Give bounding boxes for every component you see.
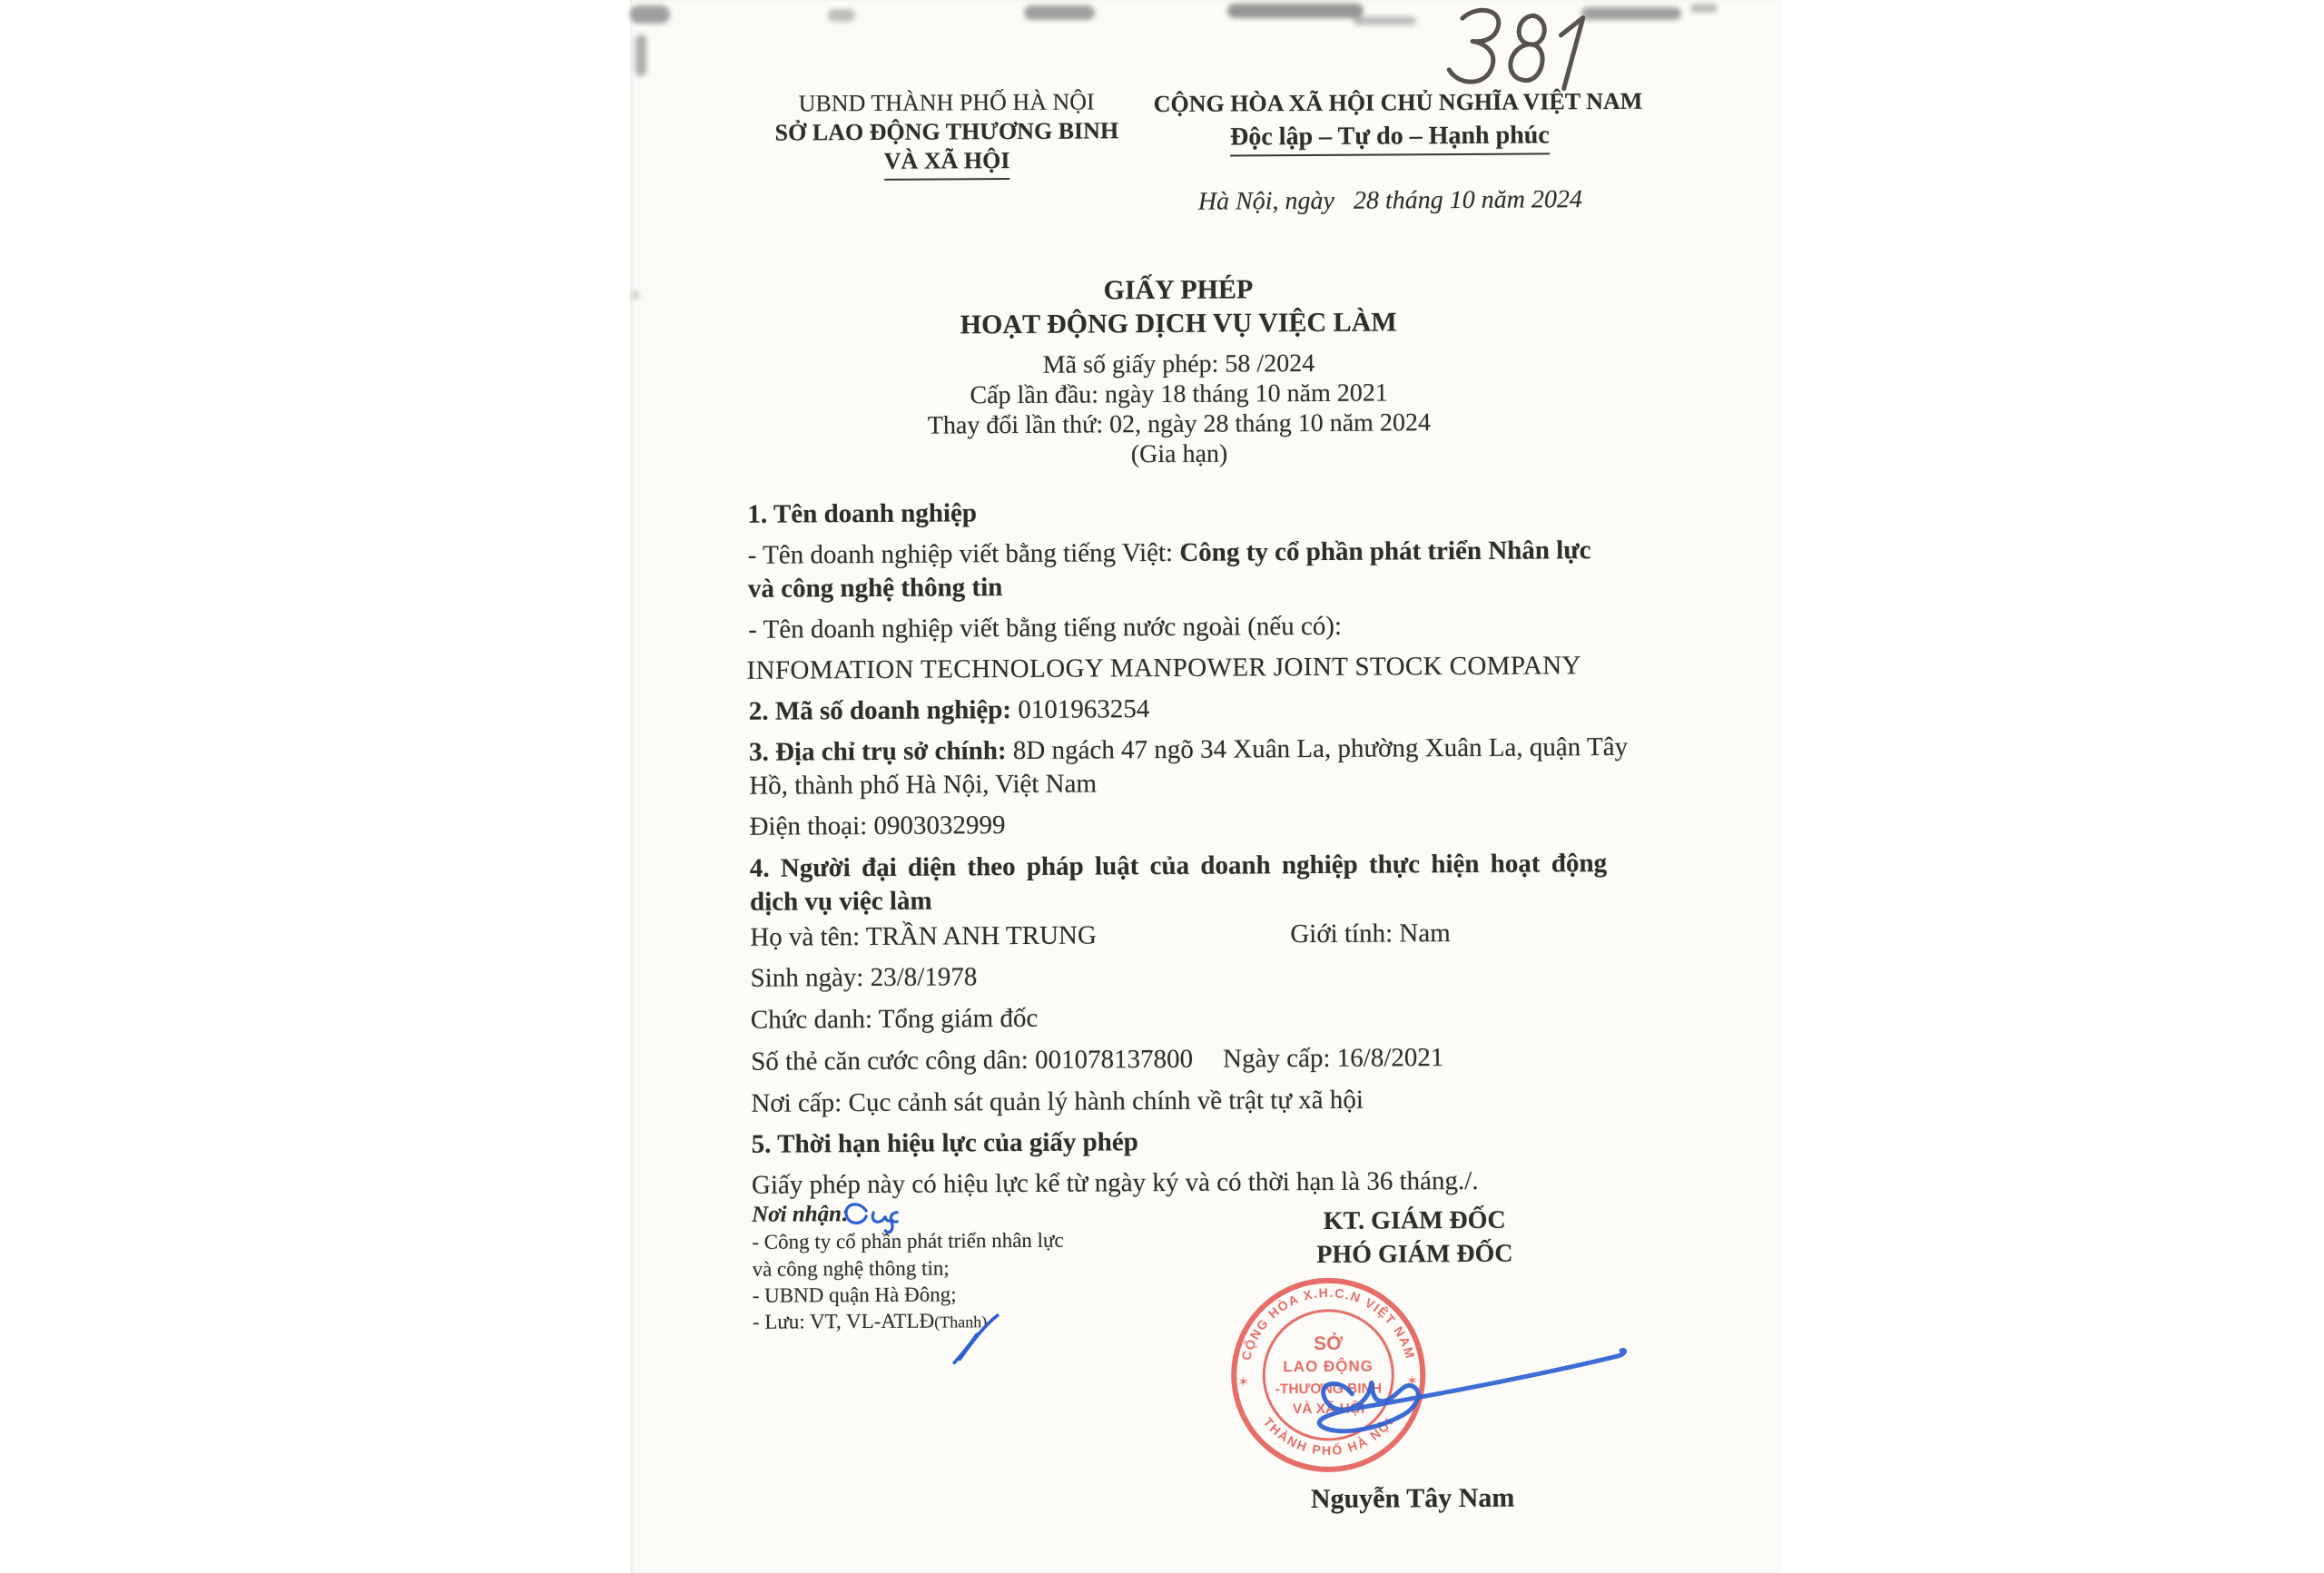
company-name-foreign-value: INFOMATION TECHNOLOGY MANPOWER JOINT STOCK COMPANY: [746, 651, 1581, 685]
recipient-item-1: - Công ty cổ phần phát triển nhân lực: [752, 1228, 1064, 1253]
national-motto-block: [1153, 87, 1643, 157]
address-line2: Hồ, thành phố Hà Nội, Việt Nam: [749, 769, 1098, 801]
stamp-center-line1: SỞ: [1314, 1332, 1344, 1355]
national-title: CỘNG HÒA XÃ HỘI CHỦ NGHĨA VIỆT NAM: [1153, 87, 1643, 118]
first-issue-date: Cấp lần đầu: ngày 18 tháng 10 năm 2021: [970, 379, 1388, 410]
recipient-item-3: - UBND quận Hà Đông;: [752, 1283, 957, 1307]
business-code: 0101963254: [1010, 694, 1150, 725]
archive-handler: (Thanh): [934, 1312, 988, 1332]
id-card-issue-place: Nơi cấp: Cục cảnh sát quản lý hành chính về trật tự xã hội: [751, 1085, 1364, 1118]
stamp-arc-bottom-text: THÀNH PHỐ HÀ NỘI: [1260, 1413, 1397, 1458]
id-card-row: [751, 1042, 1624, 1077]
section1-heading: 1. Tên doanh nghiệp: [747, 498, 978, 529]
authority-name-line1: SỞ LAO ĐỘNG THƯƠNG BINH: [774, 117, 1119, 146]
section3-line1: [749, 732, 1628, 768]
representative-dob: Sinh ngày: 23/8/1978: [750, 962, 978, 993]
company-name-vn-value1: Công ty cổ phần phát triển Nhân lực: [1179, 536, 1591, 567]
stamp-star-left: ✶: [1237, 1375, 1249, 1391]
signer-name: Nguyễn Tây Nam: [1310, 1482, 1515, 1515]
validity-statement: Giấy phép này có hiệu lực kể từ ngày ký và có thời hạn là 36 tháng./.: [751, 1165, 1479, 1200]
stamp-center-line4: VÀ XÃ HỘI: [1292, 1401, 1365, 1418]
stamp-star-right: ✶: [1406, 1374, 1418, 1390]
section4-heading-line1: 4. Người đại diện theo pháp luật của doanh nghiệp thực hiện hoạt động: [749, 849, 1608, 883]
handwritten-blue-tick: [945, 1310, 1010, 1366]
document-title-line1: GIẤY PHÉP: [1103, 274, 1254, 306]
id-card-issue-date: Ngày cấp: 16/8/2021: [1223, 1043, 1444, 1074]
stamp-arc-top-text: CỘNG HÒA X.H.C.N VIỆT NAM: [1238, 1284, 1419, 1362]
license-number: Mã số giấy phép: 58 /2024: [1042, 349, 1315, 379]
signer-title-2: PHÓ GIÁM ĐỐC: [1316, 1239, 1513, 1269]
document-title-line2: HOẠT ĐỘNG DỊCH VỤ VIỆC LÀM: [960, 307, 1397, 340]
phone-line: Điện thoại: 0903032999: [749, 811, 1006, 841]
authority-parent: UBND THÀNH PHỐ HÀ NỘI: [798, 88, 1095, 117]
section3-label: 3. Địa chỉ trụ sở chính:: [748, 736, 1007, 767]
representative-position: Chức danh: Tổng giám đốc: [750, 1003, 1039, 1035]
representative-name-row: [750, 918, 1623, 953]
company-name-vn-label: - Tên doanh nghiệp viết bằng tiếng Việt:: [747, 537, 1180, 570]
section5-heading: 5. Thời hạn hiệu lực của giấy phép: [751, 1127, 1138, 1159]
section2-line: [749, 694, 1150, 727]
date-line: Hà Nội, ngày 28 tháng 10 năm 2024: [1197, 185, 1582, 216]
recipient-item-2: và công nghệ thông tin;: [752, 1256, 950, 1281]
id-card-number: Số thẻ căn cước công dân: 001078137800: [751, 1044, 1194, 1077]
authority-name-line2: VÀ XÃ HỘI: [884, 146, 1010, 181]
company-name-foreign-label: - Tên doanh nghiệp viết bằng tiếng nước ngoài (nếu có):: [748, 611, 1343, 644]
signer-title-1: KT. GIÁM ĐỐC: [1323, 1205, 1506, 1235]
address-line1: 8D ngách 47 ngõ 34 Xuân La, phường Xuân La, quận Tây: [1006, 732, 1629, 766]
company-name-vn-line2: và công nghệ thông tin: [747, 573, 1003, 604]
archive-note: - Lưu: VT, VL-ATLĐ: [752, 1309, 935, 1333]
company-name-vn-line1: [748, 536, 1591, 571]
renewal-note: (Gia hạn): [1130, 439, 1228, 469]
stamp-center-line2: LAO ĐỘNG: [1283, 1357, 1374, 1376]
signature: [1275, 1327, 1648, 1466]
representative-name: Họ và tên: TRẦN ANH TRUNG: [750, 920, 1097, 952]
section2-label: 2. Mã số doanh nghiệp:: [748, 695, 1012, 726]
representative-gender: Giới tính: Nam: [1290, 919, 1451, 949]
stamp-center-line3: -THƯƠNG BINH: [1275, 1381, 1383, 1398]
national-motto: Độc lập – Tự do – Hạnh phúc: [1230, 121, 1550, 156]
change-date: Thay đổi lần thứ: 02, ngày 28 tháng 10 năm 2024: [927, 408, 1431, 440]
issuing-authority-block: [773, 87, 1121, 181]
section4-heading-line2: dịch vụ việc làm: [749, 886, 932, 917]
recipients-label: Nơi nhận:: [752, 1202, 850, 1227]
